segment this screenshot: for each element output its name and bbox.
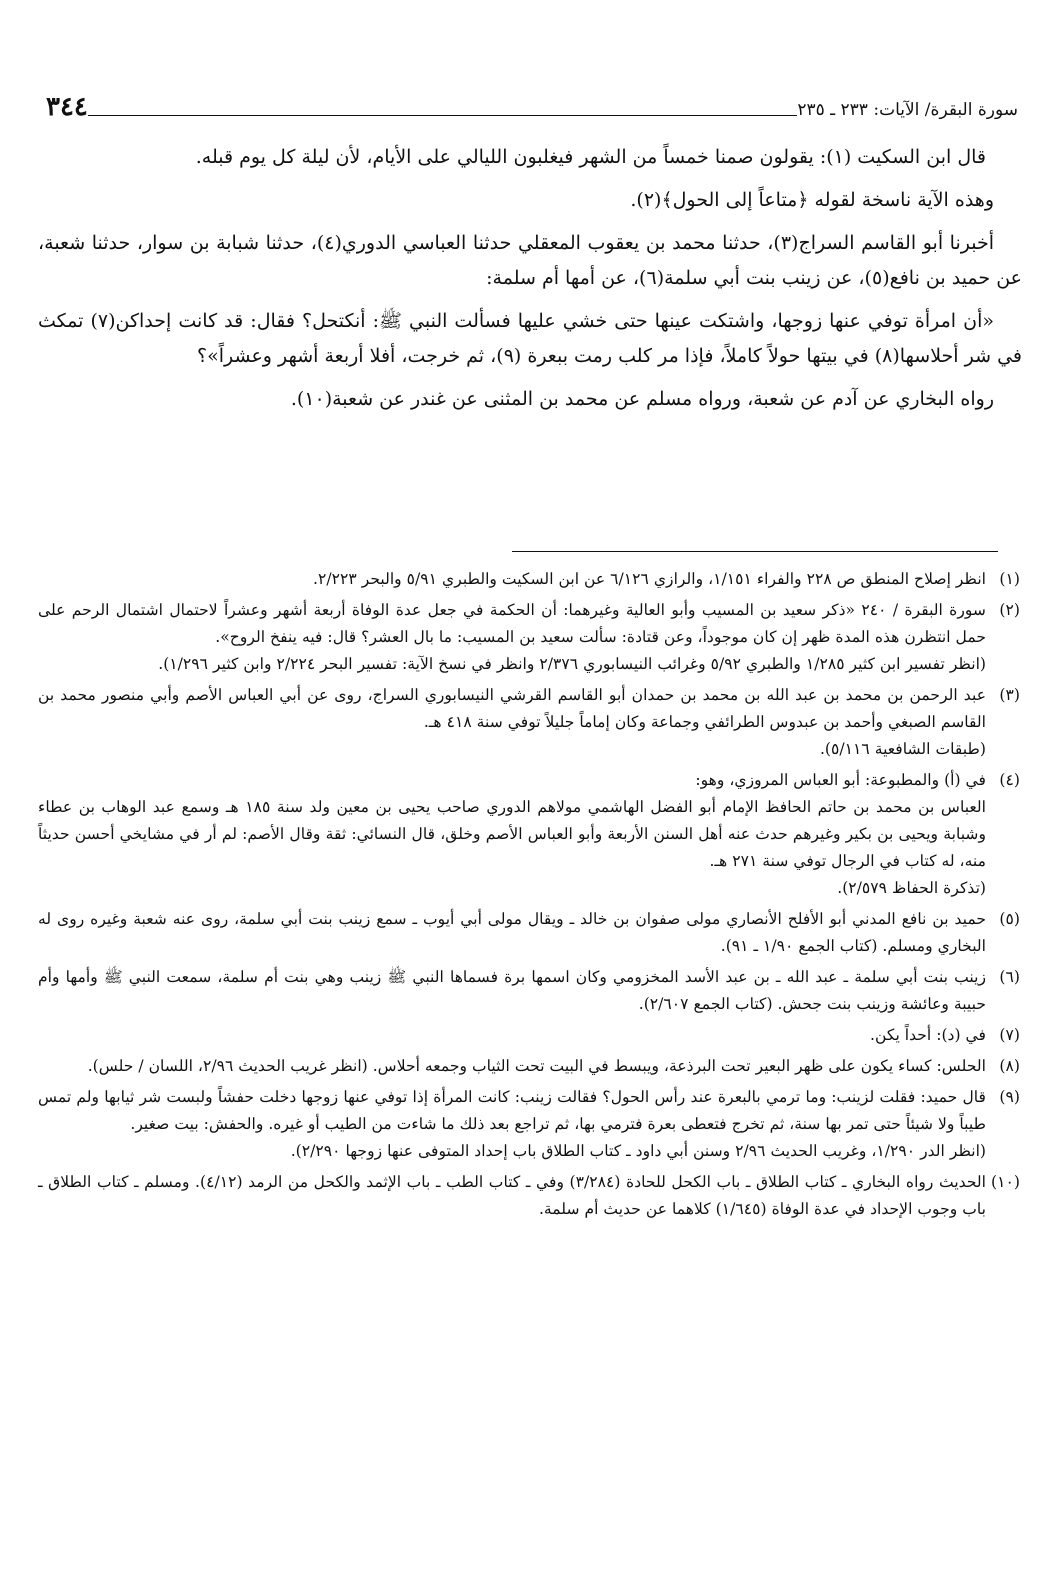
footnote-text: عبد الرحمن بن محمد بن عبد الله بن محمد بن حمدان أبو القاسم القرشي النيسابوري السراج، روى عن أبي العباس الأصم وأبي منصور محمد بن القاسم الصبغي وأحمد بن عبدوس الطرائفي وجماعة وكان إماماً جليلاً توفي سنة ٤١٨ هـ. (38, 686, 986, 731)
paragraph-hadith: «أن امرأة توفي عنها زوجها، واشتكت عينها حتى خشي عليها فسألت النبي ﷺ: أنكتحل؟ فقال: قد كانت إحداكن(٧) تمكث في شر أحلاسها(٨) في بيتها حولاً كاملاً، فإذا مر كلب رمت ببعرة (٩)، ثم خرجت، أفلا أربعة أشهر وعشراً»؟ (38, 310, 1022, 367)
footnote-7 (38, 1022, 1020, 1049)
footnote-2 (38, 597, 1020, 678)
footnote-text: في (د): أحداً يكن. (870, 1026, 986, 1044)
footnote-1 (38, 566, 1020, 593)
footnote-reference: (تذكرة الحفاظ ٢/٥٧٩). (837, 879, 986, 897)
footnote-text: الحلس: كساء يكون على ظهر البعير تحت البرذعة، ويبسط في البيت تحت الثياب وجمعه أحلاس. (انظر غريب الحديث ٢/٩٦، اللسان / حلس). (87, 1057, 986, 1075)
paragraph-ibn-sikkit: قال ابن السكيت (١): يقولون صمنا خمساً من الشهر فيغلبون الليالي على الأيام، لأن ليلة كل يوم قبله. (195, 146, 986, 168)
footnotes (38, 566, 1020, 1227)
page-number: ٣٤٤ (46, 92, 88, 122)
footnote-3 (38, 682, 1020, 763)
footnote-8 (38, 1053, 1020, 1080)
footnote-text: سورة البقرة / ٢٤٠ «ذكر سعيد بن المسيب وأبو العالية وغيرهما: أن الحكمة في جعل عدة الوفاة أربعة أشهر وعشراً لاحتمال اشتمال الرحم على حمل انتظرن هذه المدة ظهر إن كان موجوداً، وعن قتادة: سألت سعيد بن المسيب: ما بال العشر؟ قال: فيه ينفخ الروح». (38, 601, 987, 646)
footnote-text: زينب بنت أبي سلمة ـ عبد الله ـ بن عبد الأسد المخزومي وكان اسمها برة فسماها النبي ﷺ زينب وهي بنت أم سلمة، سمعت النبي ﷺ وأمها وأم حبيبة وعائشة وزينب بنت جحش. (كتاب الجمع ٢/٦٠٧). (38, 968, 986, 1013)
footnote-text: حميد بن نافع المدني أبو الأفلح الأنصاري مولى صفوان بن خالد ـ ويقال مولى أبي أيوب ـ سمع زينب بنت أبي سلمة، روى عنه شعبة وغيره روى له البخاري ومسلم. (كتاب الجمع ١/٩٠ ـ ٩١). (38, 910, 986, 955)
footnote-number: (٨) (999, 1057, 1020, 1075)
footnote-number: (٧) (999, 1026, 1020, 1044)
footnote-number: (٤) (999, 771, 1020, 789)
footnote-number: (٣) (999, 686, 1020, 704)
footnote-number: (٩) (999, 1088, 1020, 1106)
footnote-10 (38, 1169, 1020, 1223)
footnote-number: (١) (999, 570, 1020, 588)
footnote-reference: (انظر تفسير ابن كثير ١/٢٨٥ والطبري ٥/٩٢ وغرائب النيسابوري ٢/٣٧٦ وانظر في نسخ الآية: تفسير البحر ٢/٢٢٤ وابن كثير ١/٢٩٦). (158, 655, 986, 673)
footnote-9 (38, 1084, 1020, 1165)
main-text (38, 140, 1022, 425)
section-title: سورة البقرة/ الآيات: ٢٣٣ ـ ٢٣٥ (797, 100, 1018, 120)
running-header (36, 88, 1026, 122)
footnote-number: (٥) (999, 910, 1020, 928)
paragraph-takhrij: رواه البخاري عن آدم عن شعبة، ورواه مسلم عن محمد بن المثنى عن غندر عن شعبة(١٠). (290, 388, 994, 410)
footnote-text: انظر إصلاح المنطق ص ٢٢٨ والفراء ١/١٥١، والرازي ٦/١٢٦ عن ابن السكيت والطبري ٥/٩١ والبحر ٢/٢٢٣. (313, 570, 986, 588)
footnote-5 (38, 906, 1020, 960)
footnote-text: الحديث رواه البخاري ـ كتاب الطلاق ـ باب الكحل للحادة (٣/٢٨٤) وفي ـ كتاب الطب ـ باب الإثمد والكحل من الرمد (٤/١٢). ومسلم ـ كتاب الطلاق ـ باب وجوب الإحداد في عدة الوفاة (١/٦٤٥) كلاهما عن حديث أم سلمة. (38, 1173, 986, 1218)
footnote-text: في (أ) والمطبوعة: أبو العباس المروزي، وهو: (695, 771, 986, 789)
paragraph-abrogation: وهذه الآية ناسخة لقوله ﴿متاعاً إلى الحول﴾(٢). (630, 189, 994, 211)
footnote-6 (38, 964, 1020, 1018)
footnote-text: قال حميد: فقلت لزينب: وما ترمي بالبعرة عند رأس الحول؟ فقالت زينب: كانت المرأة إذا توفي عنها زوجها دخلت حفشاً ولبست شر ثيابها ولم تمس طيباً ولا شيئاً حتى تمر بها سنة، ثم تخرج فتعطى بعرة فترمي بها، ثم تراجع بعد ذلك ما شاءت من الطيب أو غيره. والحفش: بيت صغير. (38, 1088, 986, 1133)
footnote-4 (38, 767, 1020, 902)
footnote-reference: (طبقات الشافعية ٥/١١٦). (819, 740, 986, 758)
footnote-number: (١٠) (991, 1173, 1020, 1191)
paragraph-isnad: أخبرنا أبو القاسم السراج(٣)، حدثنا محمد بن يعقوب المعقلي حدثنا العباسي الدوري(٤)، حدثنا شبابة بن سوار، حدثنا شعبة، عن حميد بن نافع(٥)، عن زينب بنت أبي سلمة(٦)، عن أمها أم سلمة: (38, 232, 1022, 289)
footnote-number: (٢) (999, 601, 1020, 619)
header-rule (88, 115, 797, 116)
footnote-number: (٦) (999, 968, 1020, 986)
footnote-text: العباس بن محمد بن حاتم الحافظ الإمام أبو الفضل الهاشمي مولاهم الدوري صاحب يحيى بن معين ولد سنة ١٨٥ هـ وسمع عبد الوهاب بن عطاء وشبابة ويحيى بن بكير وغيرهم حدث عنه أهل السنن الأربعة وأبو العباس الأصم وخلق، قال النسائي: ثقة وقال الأصم: لم أر في مشايخي أحسن حديثاً منه، له كتاب في الرجال توفي سنة ٢٧١ هـ. (38, 798, 987, 870)
footnote-reference: (انظر الدر ١/٢٩٠، وغريب الحديث ٢/٩٦ وسنن أبي داود ـ كتاب الطلاق باب إحداد المتوفى عنها زوجها ٢/٢٩٠). (290, 1142, 986, 1160)
footnote-separator (512, 551, 998, 552)
